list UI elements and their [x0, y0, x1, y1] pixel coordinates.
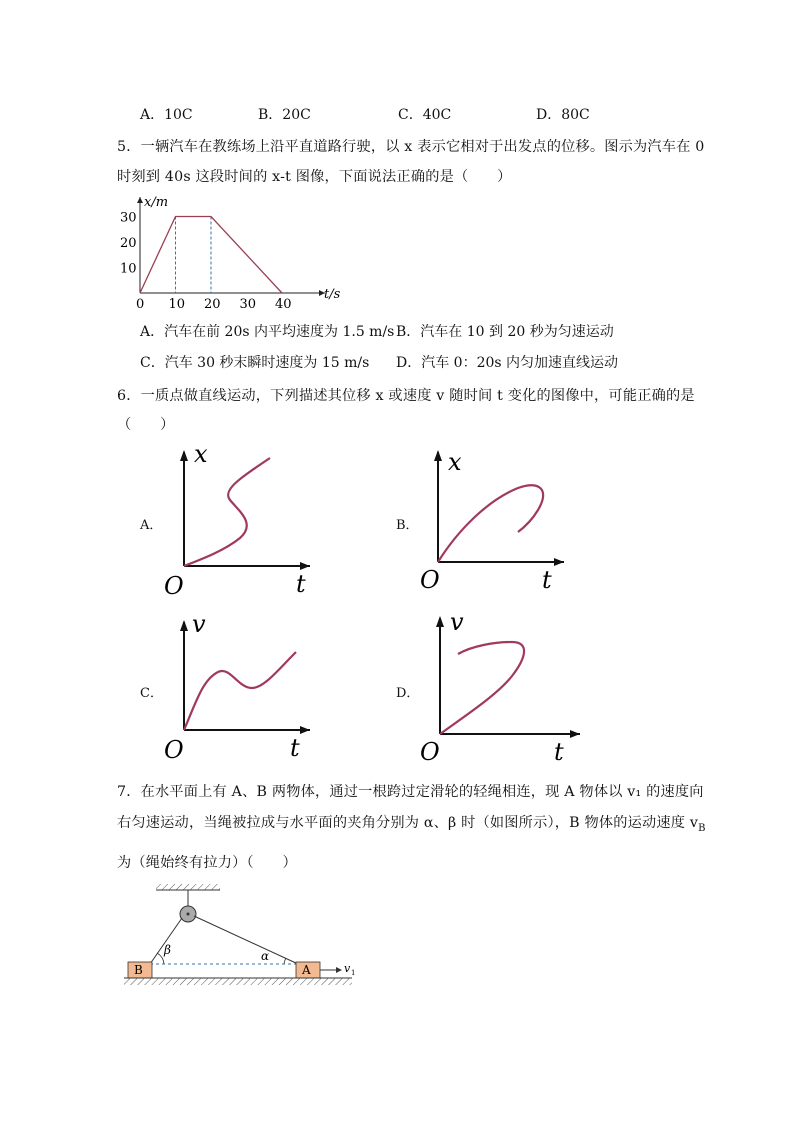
- q6-option-d[interactable]: D．: [396, 686, 420, 701]
- q7-stem-line2: 右匀速运动，当绳被拉成与水平面的夹角分别为 α、β 时（如图所示），B 物体的运动速度 $v_B$: [117, 815, 706, 834]
- svg-text:1: 1: [351, 969, 356, 977]
- q4-option-c[interactable]: C．40C: [398, 107, 452, 123]
- graph-c-axis-v: v: [192, 610, 206, 638]
- graph-b-origin: O: [420, 566, 440, 594]
- q5-option-d[interactable]: D．汽车 0：20s 内匀加速直线运动: [396, 355, 619, 371]
- q5-xt-chart: [110, 192, 360, 312]
- graph-c-origin: O: [164, 736, 184, 764]
- q6-graph-b: [418, 440, 578, 600]
- chart-x-label: t/s: [324, 287, 341, 302]
- chart-x-tick-20: 20: [204, 297, 221, 312]
- q5-option-a[interactable]: A．汽车在前 20s 内平均速度为 1.5 m/s: [140, 324, 395, 340]
- q7-pulley-figure: [120, 882, 360, 992]
- graph-c-axis-t: t: [290, 734, 300, 762]
- q5-option-b[interactable]: B．汽车在 10 到 20 秒为匀速运动: [396, 324, 614, 340]
- q6-option-c[interactable]: C．: [140, 686, 163, 701]
- graph-a-axis-t: t: [296, 570, 306, 598]
- graph-b-curve: [438, 485, 543, 562]
- chart-x-tick-40: 40: [275, 297, 292, 312]
- svg-text:B: B: [134, 963, 143, 977]
- chart-y-tick-30: 30: [120, 210, 137, 226]
- q6-option-a[interactable]: A．: [140, 518, 163, 533]
- q7-stem-line1: 7．在水平面上有 A、B 两物体，通过一根跨过定滑轮的轻绳相连，现 A 物体以 v₁ 的速度向: [117, 784, 704, 800]
- graph-b-axis-t: t: [542, 566, 552, 594]
- graph-d-origin: O: [420, 738, 440, 766]
- chart-x-tick-10: 10: [168, 297, 186, 312]
- graph-a-axis-x: x: [194, 440, 208, 468]
- chart-y-tick-20: 20: [120, 236, 137, 251]
- chart-x-tick-30: 30: [239, 297, 257, 312]
- q6-graph-a: [160, 440, 320, 600]
- q5-stem-line1: 5．一辆汽车在教练场上沿平直道路行驶，以 x 表示它相对于出发点的位移。图示为汽车在 0: [117, 139, 705, 155]
- graph-a-origin: O: [164, 572, 184, 600]
- angle-beta: β: [164, 943, 171, 957]
- graph-c-curve: [184, 652, 296, 730]
- q6-option-b[interactable]: B．: [396, 518, 419, 533]
- angle-alpha: α: [261, 949, 270, 963]
- q7-stem-line3: 为（绳始终有拉力）（ ）: [117, 855, 297, 871]
- rope-to-b: [150, 918, 182, 964]
- q5-option-c[interactable]: C．汽车 30 秒末瞬时速度为 15 m/s: [140, 355, 370, 371]
- chart-y-tick-10: 10: [120, 261, 137, 277]
- chart-y-label: x/m: [144, 195, 169, 210]
- graph-a-curve: [184, 458, 270, 566]
- q4-option-b[interactable]: B．20C: [258, 107, 311, 123]
- graph-d-curve: [440, 642, 524, 734]
- q6-stem-line2: （ ）: [117, 417, 175, 433]
- graph-d-axis-t: t: [554, 738, 564, 766]
- chart-origin-label: 0: [136, 297, 145, 312]
- q5-stem-line2: 时刻到 40s 这段时间的 x-t 图像，下面说法正确的是（ ）: [117, 169, 512, 185]
- rope-to-a: [194, 916, 298, 964]
- q4-option-a[interactable]: A．10C: [140, 107, 193, 123]
- q6-graph-d: [418, 610, 588, 770]
- graph-d-axis-v: v: [450, 610, 464, 636]
- velocity-label: v: [344, 962, 351, 975]
- svg-text:A: A: [302, 963, 311, 977]
- q4-option-d[interactable]: D．80C: [536, 107, 590, 123]
- q6-stem-line1: 6．一质点做直线运动，下列描述其位移 x 或速度 v 随时间 t 变化的图像中，可能正确的是: [117, 388, 695, 404]
- graph-b-axis-x: x: [448, 448, 462, 476]
- q6-graph-c: [160, 610, 320, 770]
